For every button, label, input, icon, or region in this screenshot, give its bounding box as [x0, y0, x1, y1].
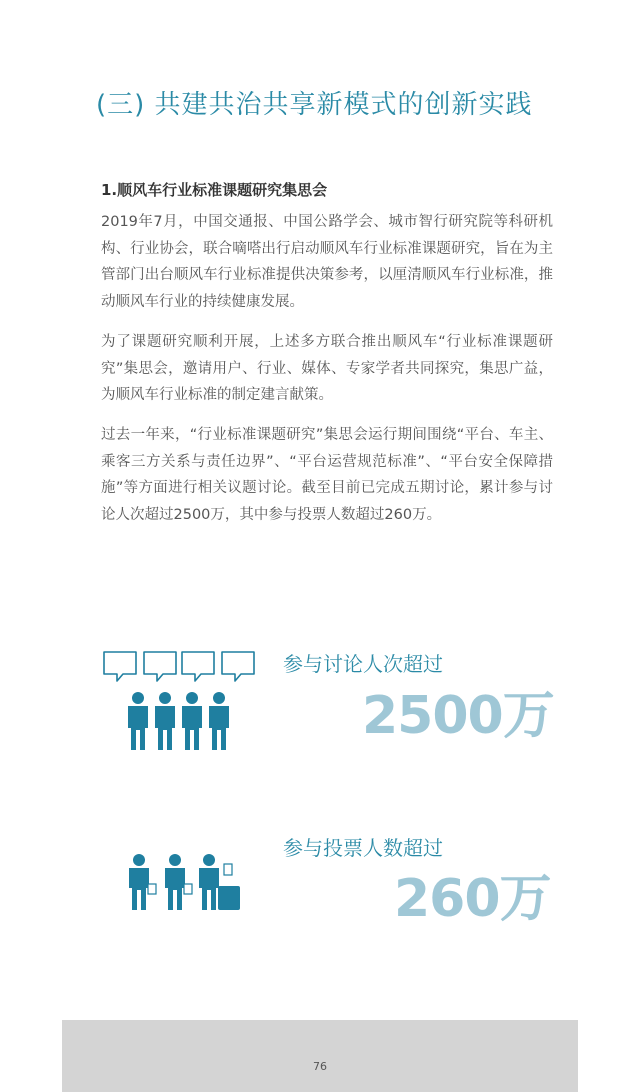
voting-stat-value: 260万 [394, 869, 551, 929]
discussion-stat-label: 参与讨论人次超过 [283, 652, 443, 676]
page-title: (三) 共建共治共享新模式的创新实践 [96, 90, 533, 120]
paragraph-2: 为了课题研究顺利开展，上述多方联合推出顺风车“行业标准课题研究”集思会，邀请用户、行业、媒体、专家学者共同探究，集思广益，为顺风车行业标准的制定建言献策。 [101, 334, 553, 403]
ballot-box-icon [218, 886, 240, 910]
person-icon [199, 854, 219, 910]
section-heading: 1.顺风车行业标准课题研究集思会 [101, 181, 328, 199]
people-voting-icon [124, 852, 244, 922]
page-footer [62, 1020, 578, 1092]
ballot-paper-icon [184, 884, 192, 894]
speech-bubble-icon [222, 652, 254, 681]
person-icon [209, 692, 229, 750]
paragraph-3: 过去一年来，“行业标准课题研究”集思会运行期间围绕“平台、车主、乘客三方关系与责任边界”、“平台运营规范标准”、“平台安全保障措施”等方面进行相关议题讨论。截至目前已完成五期讨论，累计参与讨论人次超过2500万，其中参与投票人数超过260万。 [101, 427, 553, 523]
person-icon [129, 854, 149, 910]
discussion-stat-value: 2500万 [362, 686, 554, 746]
paragraph-1: 2019年7月，中国交通报、中国公路学会、城市智行研究院等科研机构、行业协会，联合嘀嗒出行启动顺风车行业标准课题研究，旨在为主管部门出台顺风车行业标准提供决策参考，以厘清顺风车行业标准，推动顺风车行业的持续健康发展。 [101, 214, 553, 310]
speech-bubble-icon [104, 652, 136, 681]
speech-bubble-icon [182, 652, 214, 681]
person-icon [182, 692, 202, 750]
people-discussion-icon [100, 648, 260, 758]
ballot-paper-icon [224, 864, 232, 875]
person-icon [128, 692, 148, 750]
voting-stat-label: 参与投票人数超过 [283, 836, 443, 860]
person-icon [155, 692, 175, 750]
page-number: 76 [313, 1060, 327, 1073]
ballot-paper-icon [148, 884, 156, 894]
speech-bubble-icon [144, 652, 176, 681]
person-icon [165, 854, 185, 910]
